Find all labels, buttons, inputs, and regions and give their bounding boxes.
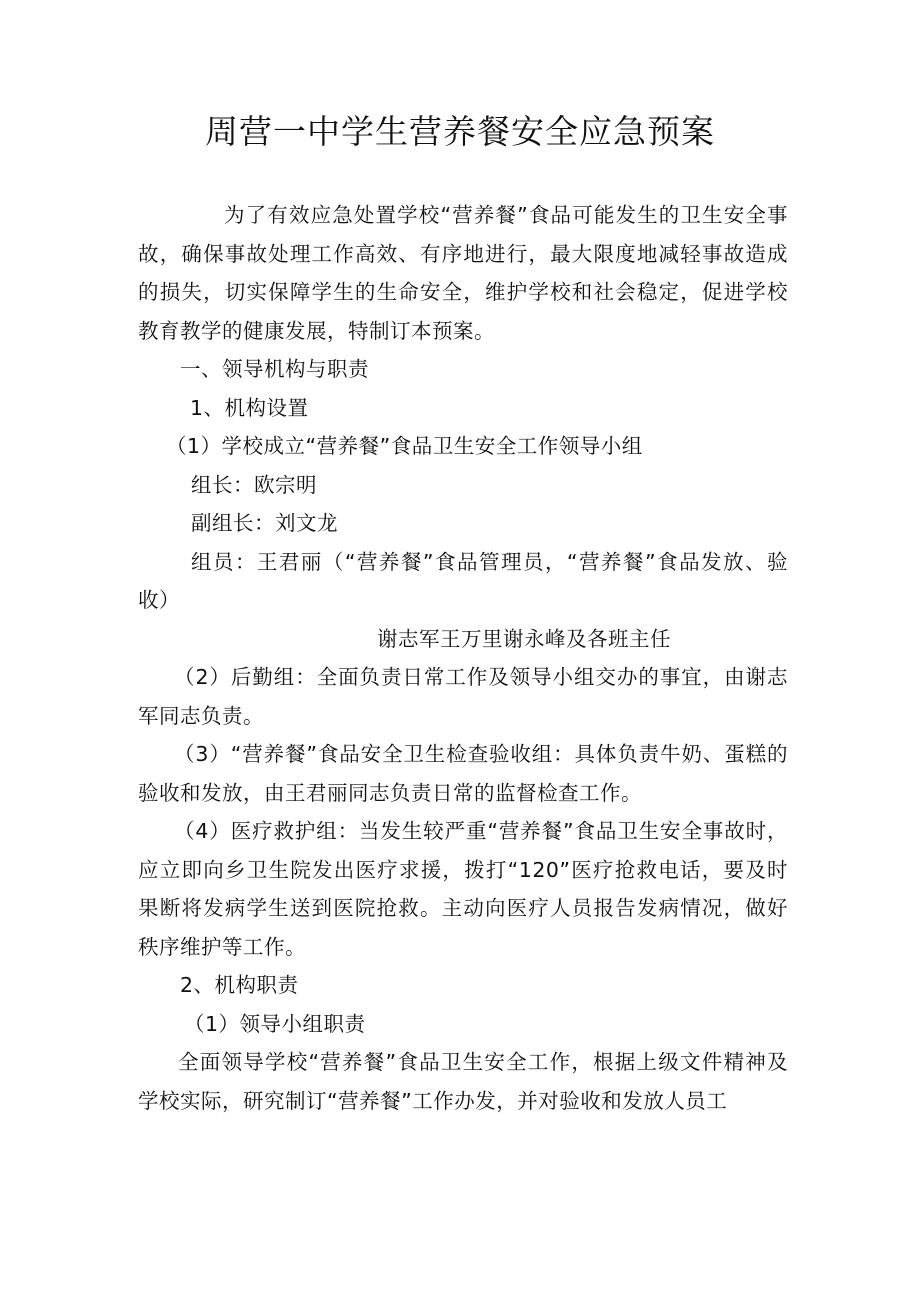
item-inspection-group: （3）“营养餐”食品安全卫生检查验收组：具体负责牛奶、蛋糕的验收和发放，由王君丽同志负责日常的监督检查工作。 <box>138 742 788 805</box>
document-body <box>138 196 788 1120</box>
intro-paragraph: 为了有效应急处置学校“营养餐”食品可能发生的卫生安全事故，确保事故处理工作高效、有序地进行，最大限度地减轻事故造成的损失，切实保障学生的生命安全，维护学校和社会稳定，促进学校教育教学的健康发展，特制订本预案。 <box>138 203 788 343</box>
subsection-heading-duties: 2、机构职责 <box>180 973 299 997</box>
subsection-heading-setup: 1、机构设置 <box>190 395 309 420</box>
member-group-others: 谢志军王万里谢永峰及各班主任 <box>377 626 671 651</box>
section-heading-leadership: 一、领导机构与职责 <box>180 357 369 381</box>
duties-paragraph: 全面领导学校“营养餐”食品卫生安全工作，根据上级文件精神及学校实际，研究制订“营养餐”工作办发，并对验收和发放人员工 <box>138 1050 788 1113</box>
member-leader: 组长：欧宗明 <box>191 472 317 497</box>
member-group: 组员：王君丽（“营养餐”食品管理员，“营养餐”食品发放、验收） <box>138 549 788 612</box>
item-leading-group: （1）学校成立“营养餐”食品卫生安全工作领导小组 <box>166 434 643 458</box>
item-medical-group: （4）医疗救护组：当发生较严重“营养餐”食品卫生安全事故时，应立即向乡卫生院发出医疗求援，拨打“120”医疗抢救电话，要及时果断将发病学生送到医院抢救。主动向医疗人员报告发病情况，做好秩序维护等工作。 <box>138 819 788 959</box>
item-leading-group-duties: （1）领导小组职责 <box>184 1011 366 1036</box>
member-deputy-leader: 副组长：刘文龙 <box>191 511 338 535</box>
item-logistics-group: （2）后勤组：全面负责日常工作及领导小组交办的事宜，由谢志军同志负责。 <box>138 665 788 728</box>
document-title: 周营一中学生营养餐安全应急预案 <box>205 112 715 151</box>
